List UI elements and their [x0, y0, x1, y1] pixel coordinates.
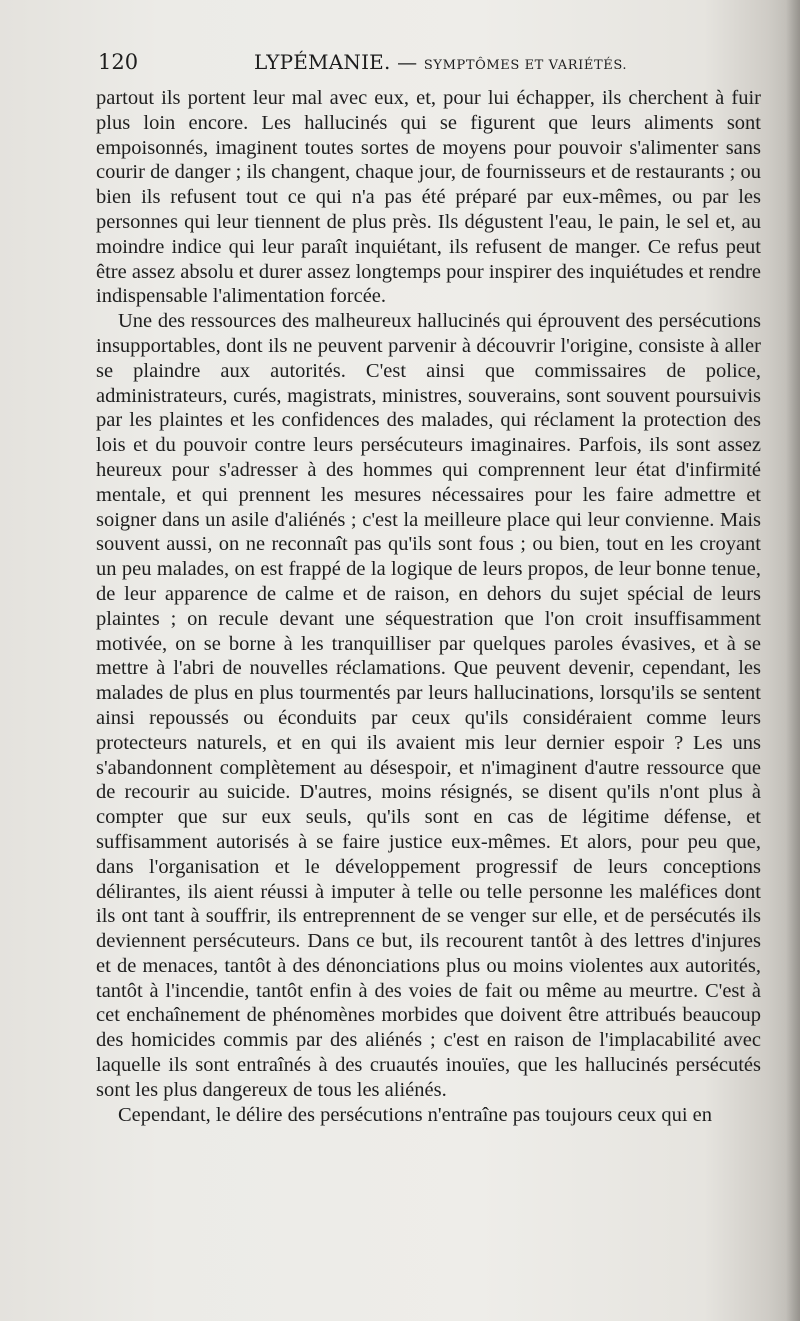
- paragraph: partout ils portent leur mal avec eux, et, pour lui échapper, ils cherchent à fuir plus loin encore. Les hallucinés qui se figurent que leurs aliments sont empoisonnés, imaginent toutes sortes de moyens pour pouvoir s'alimenter sans courir de danger ; ils changent, chaque jour, de fournisseurs et de restaurants ; ou bien ils refusent tout ce qui n'a pas été préparé par eux-mêmes, ou par les personnes qui leur tiennent de plus près. Ils dégustent l'eau, le pain, le sel et, au moindre indice qui leur paraît inquiétant, ils refusent de manger. Ce refus peut être assez absolu et durer assez longtemps pour inspirer des inquiétudes et rendre indispensable l'alimentation forcée.: [96, 87, 761, 308]
- running-header: [96, 48, 766, 78]
- body-text: [96, 86, 761, 1127]
- chapter-title: LYPÉMANIE.: [254, 50, 391, 74]
- page-number: 120: [98, 50, 139, 74]
- running-title: [254, 48, 627, 80]
- paragraph: Cependant, le délire des persécutions n'entraîne pas toujours ceux qui en: [118, 1103, 713, 1126]
- title-separator: —: [397, 50, 418, 74]
- paragraph: Une des ressources des malheureux hallucinés qui éprouvent des persécutions insupportables, dont ils ne peuvent parvenir à découvrir l'origine, consiste à aller se plaindre aux autorités. C'est ainsi que commissaires de police, administrateurs, curés, magistrats, ministres, souverains, sont souvent poursuivis par les plaintes et les confidences des malades, qui réclament la protection des lois et du pouvoir contre leurs persécuteurs imaginaires. Parfois, ils sont assez heureux pour s'adresser à des hommes qui comprennent leur état d'infirmité mentale, et qui prennent les mesures nécessaires pour les faire admettre et soigner dans un asile d'aliénés ; c'est la meilleure place qui leur convienne. Mais souvent aussi, on ne reconnaît pas qu'ils sont fous ; ou bien, tout en les croyant un peu malades, on est frappé de la logique de leurs propos, de leur bonne tenue, de leur apparence de calme et de raison, en dehors du sujet spécial de leurs plaintes ; on recule devant une séquestration que l'on croit insuffisamment motivée, on se borne à les tranquilliser par quelques paroles évasives, et à se mettre à l'abri de nouvelles réclamations. Que peuvent devenir, cependant, les malades de plus en plus tourmentés par leurs hallucinations, lorsqu'ils se sentent ainsi repoussés ou éconduits par ceux qu'ils considéraient comme leurs protecteurs naturels, et en qui ils avaient mis leur dernier espoir ? Les uns s'abandonnent complètement au désespoir, et n'imaginent d'autre ressource que de recourir au suicide. D'autres, moins résignés, se disent qu'ils n'ont plus à compter que sur eux seuls, qu'ils sont en cas de légitime défense, et suffisamment autorisés à se faire justice eux-mêmes. Et alors, pour peu que, dans l'organisation et le développement progressif de leurs conceptions délirantes, ils aient réussi à imputer à telle ou telle personne les maléfices dont ils ont tant à souffrir, ils entreprennent de se venger sur elle, et de persécutés ils deviennent persécuteurs. Dans ce but, ils recourent tantôt à des lettres d'injures et de menaces, tantôt à des dénonciations plus ou moins violentes aux autorités, tantôt à l'incendie, tantôt enfin à des voies de fait ou même au meurtre. C'est à cet enchaînement de phénomènes morbides que doivent être attribués beaucoup des homicides commis par des aliénés ; c'est en raison de l'implacabilité avec laquelle ils sont entraînés à des cruautés inouïes, que les hallucinés persécutés sont les plus dangereux de tous les aliénés.: [96, 310, 761, 1101]
- section-subtitle: SYMPTÔMES ET VARIÉTÉS.: [423, 58, 628, 73]
